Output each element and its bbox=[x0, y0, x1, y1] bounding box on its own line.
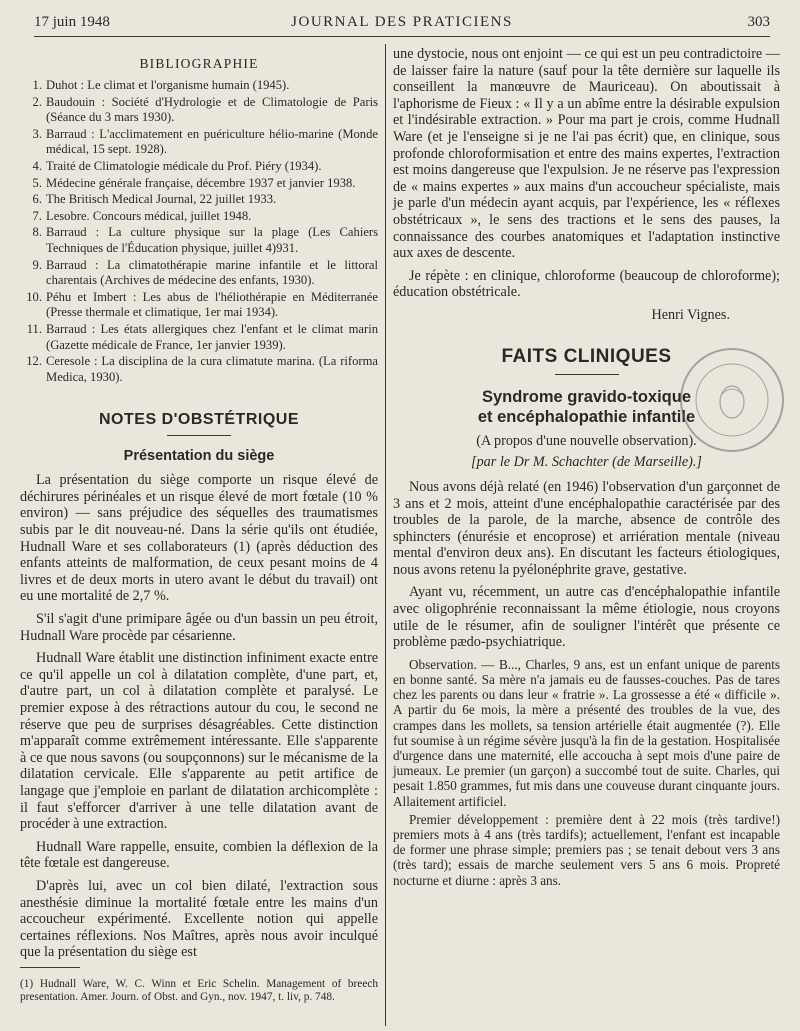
section-title-obstetrique: NOTES D'OBSTÉTRIQUE bbox=[99, 411, 299, 429]
article-paragraph: une dystocie, nous ont enjoint — ce qui est un peu contradictoire — de laisser faire la nature (sauf pour la tête dernière sur laquelle ils conseillent la manœuvre de Mauriceau). On aboutissait à l'aphorisme de Fieux : « Il y a un abîme entre la désirable expulsion et l'indésirable extraction. » Pour ma part je crois, comme Hudnall Ware (et je l'enseigne si je ne l'ai pas écrit) que, en clinique, sous profonde chloroformisation et entre des mains expertes, l'extraction est moins dangereuse que l'expulsion. Je ne réserve pas l'expression de « mains expertes » aux mains d'un accoucheur spécialiste, mais je parle d'un médecin ayant acquis, par l'expérience, les « réflexes obstétricaux », le sens des tractions et le sens des pauses, la connaissance des courbes anatomiques et l'adaptation instinctive aux axes de descente. bbox=[393, 46, 780, 262]
bibliography-item: 6. The Britisch Medical Journal, 22 juillet 1933. bbox=[32, 192, 277, 207]
observation-paragraph: Premier développement : première dent à 22 mois (très tardive!) premiers mots à 4 ans (très tardifs); actuellement, l'enfant est incapable de former une phrase simple; premiers pas ; se tenait debout vers 3 ans (très tard); essais de marche seulement vers 5 ans 6 mois. Propreté nocturne et diurne : après 3 ans. bbox=[393, 811, 780, 888]
article-paragraph: Hudnall Ware rappelle, ensuite, combien la déflexion de la tête fœtale est dangereuse. bbox=[20, 838, 378, 872]
bibliography-item: 8. Barraud : La culture physique sur la plage (Les Cahiers Techniques de l'Éducation physique, juillet 4)931. bbox=[32, 225, 378, 255]
article-context: (A propos d'une nouvelle observation). bbox=[476, 432, 697, 449]
right-column bbox=[393, 46, 780, 891]
page-number: 303 bbox=[747, 14, 770, 30]
footnote: (1) Hudnall Ware, W. C. Winn et Eric Schelin. Management of breech presentation. Amer. Journ. of Obst. and Gyn., nov. 1947, t. liv, p. 748. bbox=[20, 977, 378, 1004]
section-rule bbox=[555, 374, 619, 375]
bibliography-item: 12. Ceresole : La disciplina de la cura climatute marina. (La riforma Medica, 1930). bbox=[26, 354, 378, 384]
column-divider bbox=[385, 44, 386, 1026]
bibliography-list bbox=[20, 78, 378, 385]
article-paragraph: La présentation du siège comporte un risque élevé de déchirures périnéales et un risque élevé de mort fœtale (10 % environ) — sans préjudice des séquelles des traumatismes subis par le dit nouveau-né. Dans la série qu'ils ont étudiée, Hudnall Ware et ses collaborateurs (1) (après déduction des enfants atteints de malformation, de ceux pesant moins de 4 livres et de deux morts in utero avant le début du travail) ont eu une mortalité de 2,7 %. bbox=[20, 472, 378, 605]
article-author: [par le Dr M. Schachter (de Marseille).] bbox=[471, 453, 702, 470]
article-paragraph: Je répète : en clinique, chloroforme (beaucoup de chloroforme); éducation obstétricale. bbox=[393, 267, 780, 301]
bibliography-item: 5. Médecine générale française, décembre 1937 et janvier 1938. bbox=[32, 175, 356, 190]
article-paragraph: Nous avons déjà relaté (en 1946) l'observation d'un garçonnet de 3 ans et 2 mois, atteint d'une encéphalopathie caractérisée par des troubles de la parole, de la marche, absence de contrôle des sphincters (énurésie et encoprose) et arriération mentale (niveau mental d'environ deux ans). En discutant les facteurs étiologiques, nous avons retenu la pyélonéphrite grave, gestative. bbox=[393, 478, 780, 578]
article-paragraph: D'après lui, avec un col bien dilaté, l'extraction sous anesthésie diminue la mortalité fœtale entre les mains d'un accoucheur expérimenté. Excellente notion qui appelle certaines réflexions. Nos Maîtres, après nous avoir inculqué que la présentation du siège est bbox=[20, 877, 378, 961]
bibliography-item: 1. Duhot : Le climat et l'organisme humain (1945). bbox=[32, 78, 290, 92]
article-subtitle: Présentation du siège bbox=[123, 448, 275, 465]
page-header bbox=[34, 8, 770, 37]
observation-paragraph: Observation. — B..., Charles, 9 ans, est un enfant unique de parents en bonne santé. Sa mère n'a jamais eu de fausses-couches. Pas de tares chez les parents ou dans leur « fratrie ». La grossesse a été « difficile ». A partir du 6e mois, la mère a présenté des troubles de la vue, des crampes dans les mollets, sa tension artérielle était augmentée (?). Elle fut soumise à un régime sévère jusqu'à la fin de la gestation. Hospitalisée d'urgence dans une maternité, elle accoucha à sept mois d'une paire de jumeaux. Le premier (un garçon) a succombé tout de suite. Charles, qui pesait 1.850 grammes, fut mis dans une couveuse durant cinquante jours. Allaitement artificiel. bbox=[393, 656, 780, 809]
footnote-rule bbox=[20, 967, 80, 968]
journal-title: JOURNAL DES PRATICIENS bbox=[291, 14, 513, 30]
library-stamp-icon bbox=[680, 348, 784, 452]
article-paragraph: Ayant vu, récemment, un autre cas d'encéphalopathie infantile avec oligophrénie reconnaissant la même étiologie, nous croyons utile de le résumer, afin de souligner l'intérêt que présente ce problème pædo-psychiatrique. bbox=[393, 584, 780, 651]
article-paragraph: Hudnall Ware établit une distinction infiniment exacte entre ce qu'il appelle un col à dilatation complète, d'une part, et, d'autre part, un col à dilatation complète et paralysé. Le premier expose à des rétractions autour du cou, le second ne réserve que peu de surprises désagréables. Cette distinction m'apparaît comme extrêmement intéressante. Elle s'apparente à ce que nous savons (ou soupçonnons) sur le mécanisme de la dilatation cervicale. Elle s'apparente au petit artifice de langage que j'emploie en parlant de dilatation archicomplète : il faut s'efforcer d'arriver à une telle dilatation avant de procéder à une extraction. bbox=[20, 650, 378, 833]
issue-date: 17 juin 1948 bbox=[34, 14, 110, 30]
bibliography-item: 3. Barraud : L'acclimatement en puériculture hélio-marine (Monde médical, 15 sept. 1928). bbox=[32, 126, 378, 157]
bibliography-item: 9. Barraud : La climatothérapie marine infantile et le littoral charentais (Archives de médecine des enfants, 1930). bbox=[32, 257, 378, 288]
author-signature: Henri Vignes. bbox=[651, 306, 730, 323]
article-title-line: Syndrome gravido-toxique bbox=[481, 387, 692, 406]
bibliography-item: 4. Traité de Climatologie médicale du Prof. Piéry (1934). bbox=[32, 158, 322, 173]
bibliography-item: 10. Péhu et Imbert : Les abus de l'héliothérapie en Méditerranée (Presse thermale et climatique, 1er mai 1934). bbox=[26, 289, 378, 320]
bibliography-item: 2. Baudouin : Société d'Hydrologie et de Climatologie de Paris (Séance du 3 mars 1930). bbox=[32, 94, 378, 125]
article-paragraph: S'il s'agit d'une primipare âgée ou d'un bassin un peu étroit, Hudnall Ware procède par césarienne. bbox=[20, 611, 378, 644]
section-rule bbox=[167, 435, 231, 436]
bibliography-item: 7. Lesobre. Concours médical, juillet 1948. bbox=[32, 208, 252, 223]
bibliography-title: BIBLIOGRAPHIE bbox=[139, 56, 259, 71]
left-column bbox=[20, 46, 378, 1004]
bibliography-item: 11. Barraud : Les états allergiques chez l'enfant et le climat marin (Gazette médicale de France, 1er janvier 1939). bbox=[26, 321, 378, 352]
article-title-line: et encéphalopathie infantile bbox=[477, 407, 696, 426]
section-title-faits-cliniques: FAITS CLINIQUES bbox=[501, 345, 672, 367]
